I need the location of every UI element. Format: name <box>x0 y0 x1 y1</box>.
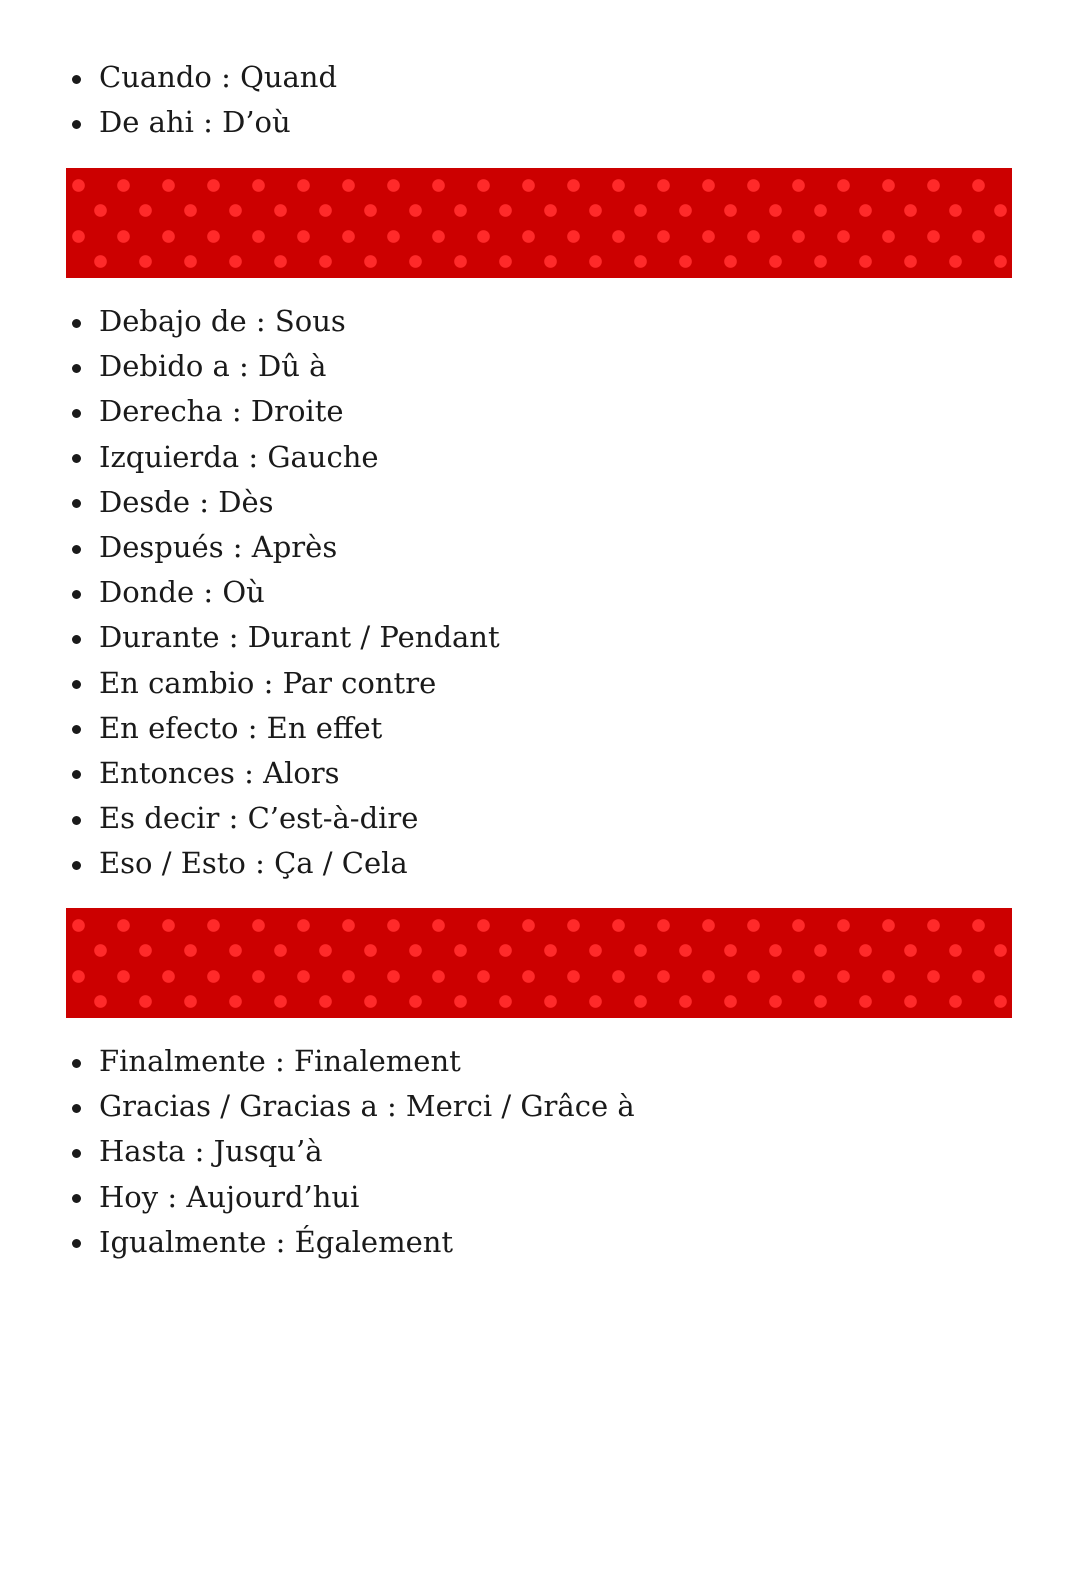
bullet-icon <box>72 1059 81 1068</box>
bullet-icon <box>72 454 81 463</box>
list-item <box>66 570 500 615</box>
bullet-icon <box>72 364 81 373</box>
list-item <box>66 299 500 344</box>
list-item <box>66 751 500 796</box>
bullet-icon <box>72 635 81 644</box>
list-item <box>66 615 500 660</box>
bullet-icon <box>72 545 81 554</box>
vocabulary-list-1 <box>66 55 337 145</box>
list-item-text: Derecha : Droite <box>99 394 344 429</box>
bullet-icon <box>72 816 81 825</box>
list-item <box>66 1129 635 1174</box>
list-item-text: Finalmente : Finalement <box>99 1044 461 1078</box>
list-item <box>66 1175 635 1220</box>
list-item-text: Izquierda : Gauche <box>99 439 379 474</box>
list-item <box>66 661 500 706</box>
bullet-icon <box>72 1149 81 1158</box>
bullet-icon <box>72 1194 81 1203</box>
list-item <box>66 100 337 145</box>
list-item <box>66 525 500 570</box>
list-item <box>66 344 500 389</box>
list-item-text: Durante : Durant / Pendant <box>99 620 500 655</box>
bullet-icon <box>72 680 81 689</box>
list-item <box>66 389 500 434</box>
list-item-text: Entonces : Alors <box>99 755 340 790</box>
list-item-text: Cuando : Quand <box>99 60 338 94</box>
list-item <box>66 480 500 525</box>
bullet-icon <box>72 590 81 599</box>
list-item-text: Donde : Où <box>99 575 265 610</box>
vocabulary-list-3 <box>66 1039 635 1265</box>
list-item <box>66 1084 635 1129</box>
bullet-icon <box>72 120 81 129</box>
polka-dot-divider <box>66 908 1012 1018</box>
bullet-icon <box>72 75 81 84</box>
list-item <box>66 706 500 751</box>
list-item-text: En cambio : Par contre <box>99 665 437 700</box>
list-item <box>66 1220 635 1265</box>
bullet-icon <box>72 725 81 734</box>
bullet-icon <box>72 1239 81 1248</box>
list-item <box>66 841 500 886</box>
list-item-text: Desde : Dès <box>99 484 274 519</box>
bullet-icon <box>72 319 81 328</box>
list-item-text: Después : Après <box>99 529 338 564</box>
list-item-text: Debajo de : Sous <box>99 304 346 338</box>
bullet-icon <box>72 770 81 779</box>
list-item-text: De ahi : D’où <box>99 105 291 140</box>
list-item-text: Es decir : C’est-à-dire <box>99 801 419 836</box>
bullet-icon <box>72 861 81 870</box>
bullet-icon <box>72 499 81 508</box>
list-item <box>66 796 500 841</box>
list-item-text: Gracias / Gracias a : Merci / Grâce à <box>99 1089 635 1124</box>
list-item-text: Hoy : Aujourd’hui <box>99 1179 360 1214</box>
list-item-text: Debido a : Dû à <box>99 349 327 384</box>
bullet-icon <box>72 409 81 418</box>
list-item-text: Eso / Esto : Ça / Cela <box>99 846 408 881</box>
list-item <box>66 1039 635 1084</box>
list-item-text: Igualmente : Également <box>99 1224 454 1259</box>
list-item-text: En efecto : En effet <box>99 710 383 745</box>
list-item <box>66 435 500 480</box>
list-item <box>66 55 337 100</box>
bullet-icon <box>72 1104 81 1113</box>
vocabulary-list-2 <box>66 299 500 886</box>
list-item-text: Hasta : Jusqu’à <box>99 1134 323 1169</box>
polka-dot-divider <box>66 168 1012 278</box>
